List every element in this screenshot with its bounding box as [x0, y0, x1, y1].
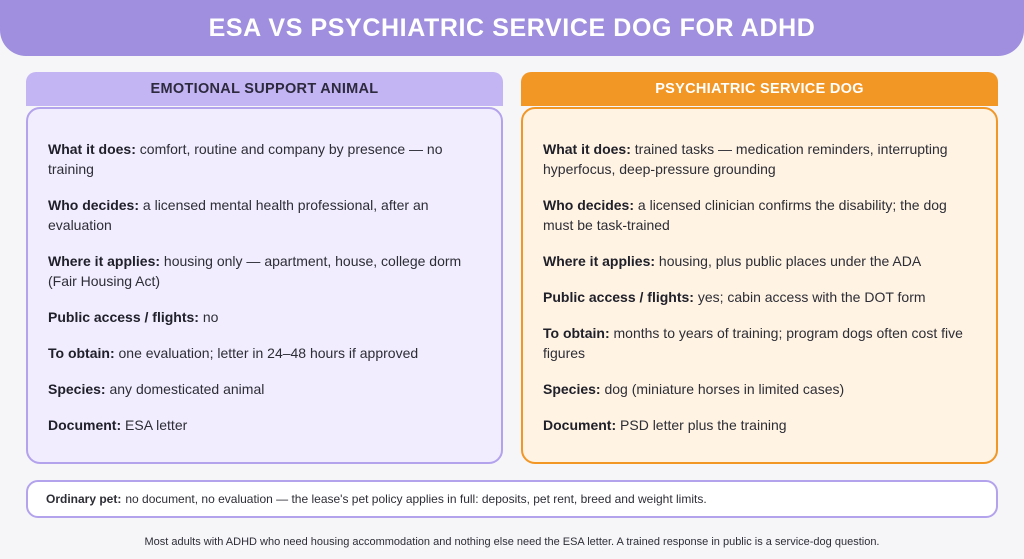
esa-heading: EMOTIONAL SUPPORT ANIMAL — [26, 72, 503, 106]
psd-heading: PSYCHIATRIC SERVICE DOG — [521, 72, 998, 106]
esa-item-document: Document: ESA letter — [48, 417, 188, 433]
esa-item-applies: Where it applies: housing only — apartment, house, college dorm (Fair Housing Act) — [48, 253, 462, 289]
psd-card — [521, 107, 998, 464]
ordinary-pet-note — [26, 480, 998, 518]
footer-note: Most adults with ADHD who need housing accommodation and nothing else need the ESA letter. A trained response in public is a service-dog question. — [144, 536, 880, 548]
esa-item-access: Public access / flights: no — [48, 309, 219, 325]
esa-item-obtain: To obtain: one evaluation; letter in 24–48 hours if approved — [48, 345, 419, 361]
psd-item-decides: Who decides: a licensed clinician confirms the disability; the dog must be task-trained — [543, 197, 947, 233]
psd-item-obtain: To obtain: months to years of training; program dogs often cost five figures — [543, 325, 963, 361]
psd-item-does: What it does: trained tasks — medication reminders, interrupting hyperfocus, deep-pressure grounding — [543, 141, 948, 177]
psd-item-applies: Where it applies: housing, plus public places under the ADA — [543, 253, 922, 269]
title-banner — [0, 0, 1024, 56]
psd-item-access: Public access / flights: yes; cabin access with the DOT form — [543, 289, 926, 305]
esa-item-does: What it does: comfort, routine and company by presence — no training — [48, 141, 443, 177]
esa-column — [26, 72, 503, 433]
esa-item-species: Species: any domesticated animal — [48, 381, 265, 397]
page-title: ESA VS PSYCHIATRIC SERVICE DOG FOR ADHD — [208, 13, 816, 42]
esa-item-decides: Who decides: a licensed mental health professional, after an evaluation — [48, 197, 429, 233]
ordinary-pet-text: no document, no evaluation — the lease's pet policy applies in full: deposits, pet rent, breed and weight limits. — [125, 492, 707, 506]
ordinary-pet-label: Ordinary pet: — [46, 492, 122, 506]
psd-item-document: Document: PSD letter plus the training — [543, 417, 787, 433]
esa-card — [26, 107, 503, 464]
psd-item-species: Species: dog (miniature horses in limited cases) — [543, 381, 845, 397]
psd-column — [521, 72, 998, 433]
